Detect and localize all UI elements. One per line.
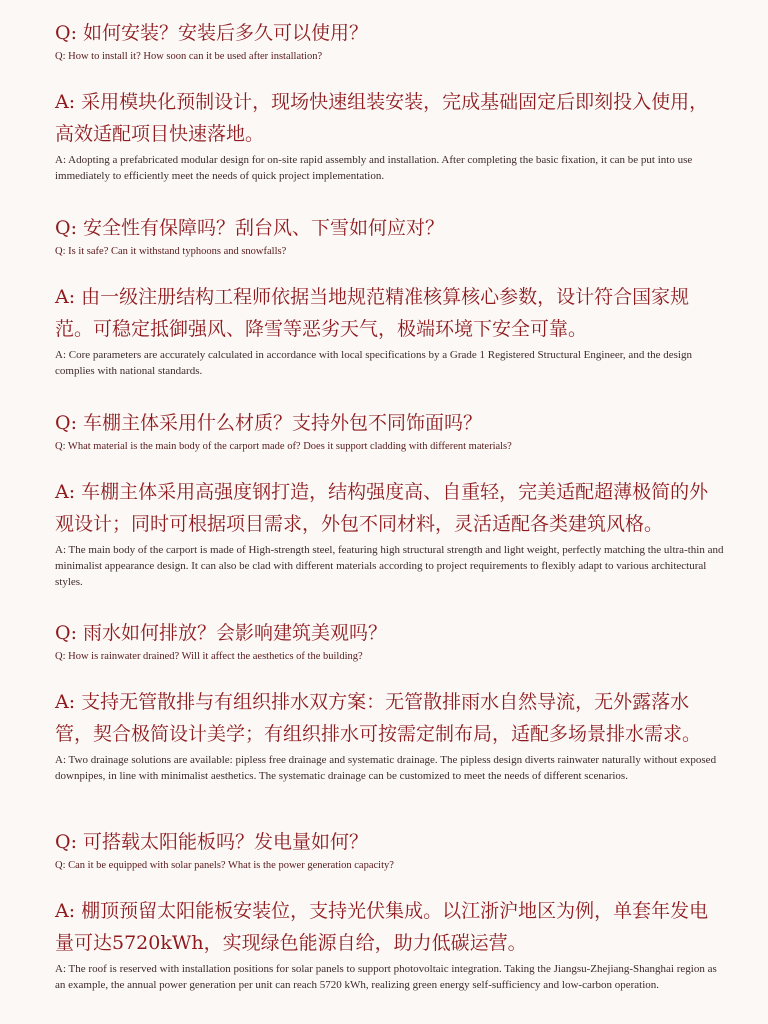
- question-zh: Q: 雨水如何排放？会影响建筑美观吗？: [55, 622, 388, 644]
- question-en: Q: What material is the main body of the carport made of? Does it support cladding with different materials?: [55, 441, 512, 452]
- answer-zh: A: 支持无管散排与有组织排水双方案：无管散排雨水自然导流，无外露落水管，契合极简设计美学；有组织排水可按需定制布局，适配多场景排水需求。: [55, 691, 702, 745]
- faq-item-drainage: [55, 620, 727, 784]
- answer-zh: A: 由一级注册结构工程师依据当地规范精准核算核心参数，设计符合国家规范。可稳定抵御强风、降雪等恶劣天气，极端环境下安全可靠。: [55, 286, 690, 340]
- question-zh: Q: 车棚主体采用什么材质？支持外包不同饰面吗？: [55, 412, 483, 434]
- question-en: Q: Can it be equipped with solar panels? What is the power generation capacity?: [55, 860, 394, 871]
- faq-item-safety: [55, 215, 727, 379]
- answer-zh: A: 车棚主体采用高强度钢打造，结构强度高、自重轻，完美适配超薄极简的外观设计；同时可根据项目需求，外包不同材料，灵活适配各类建筑风格。: [55, 481, 709, 535]
- question-en: Q: How is rainwater drained? Will it affect the aesthetics of the building?: [55, 651, 363, 662]
- answer-en: A: Two drainage solutions are available: pipless free drainage and systematic drainage. The pipless design diverts rainwater naturally without exposed downpipes, in line with minimalist aesthetics. The systematic drainage can be customized to meet the needs of different scenarios.: [55, 754, 717, 782]
- question-zh: Q: 如何安装？安装后多久可以使用？: [55, 22, 369, 44]
- faq-item-install: [55, 20, 727, 184]
- answer-zh: A: 采用模块化预制设计，现场快速组装安装，完成基础固定后即刻投入使用，高效适配项目快速落地。: [55, 91, 709, 145]
- question-en: Q: How to install it? How soon can it be used after installation?: [55, 51, 323, 62]
- answer-zh: A: 棚顶预留太阳能板安装位，支持光伏集成。以江浙沪地区为例，单套年发电量可达5720kWh，实现绿色能源自给，助力低碳运营。: [55, 900, 709, 954]
- question-en: Q: Is it safe? Can it withstand typhoons and snowfalls?: [55, 246, 287, 257]
- faq-item-material: [55, 410, 727, 590]
- answer-en: A: Adopting a prefabricated modular design for on-site rapid assembly and installation. After completing the basic fixation, it can be put into use immediately to efficiently meet the needs of quick project implementation.: [55, 154, 693, 182]
- faq-item-solar: [55, 829, 727, 993]
- answer-en: A: The main body of the carport is made of High-strength steel, featuring high structural strength and light weight, perfectly matching the ultra-thin and minimalist appearance design. It can also be clad with different materials according to project requirements to flexibly adapt to various architectural styles.: [55, 544, 724, 588]
- answer-en: A: The roof is reserved with installation positions for solar panels to support photovoltaic integration. Taking the Jiangsu-Zhejiang-Shanghai region as an example, the annual power generation per unit can reach 5720 kWh, realizing green energy self-sufficiency and low-carbon operation.: [55, 963, 717, 991]
- question-zh: Q: 可搭载太阳能板吗？发电量如何？: [55, 831, 369, 853]
- question-zh: Q: 安全性有保障吗？刮台风、下雪如何应对？: [55, 217, 445, 239]
- answer-en: A: Core parameters are accurately calculated in accordance with local specifications by a Grade 1 Registered Structural Engineer, and the design complies with national standards.: [55, 349, 692, 377]
